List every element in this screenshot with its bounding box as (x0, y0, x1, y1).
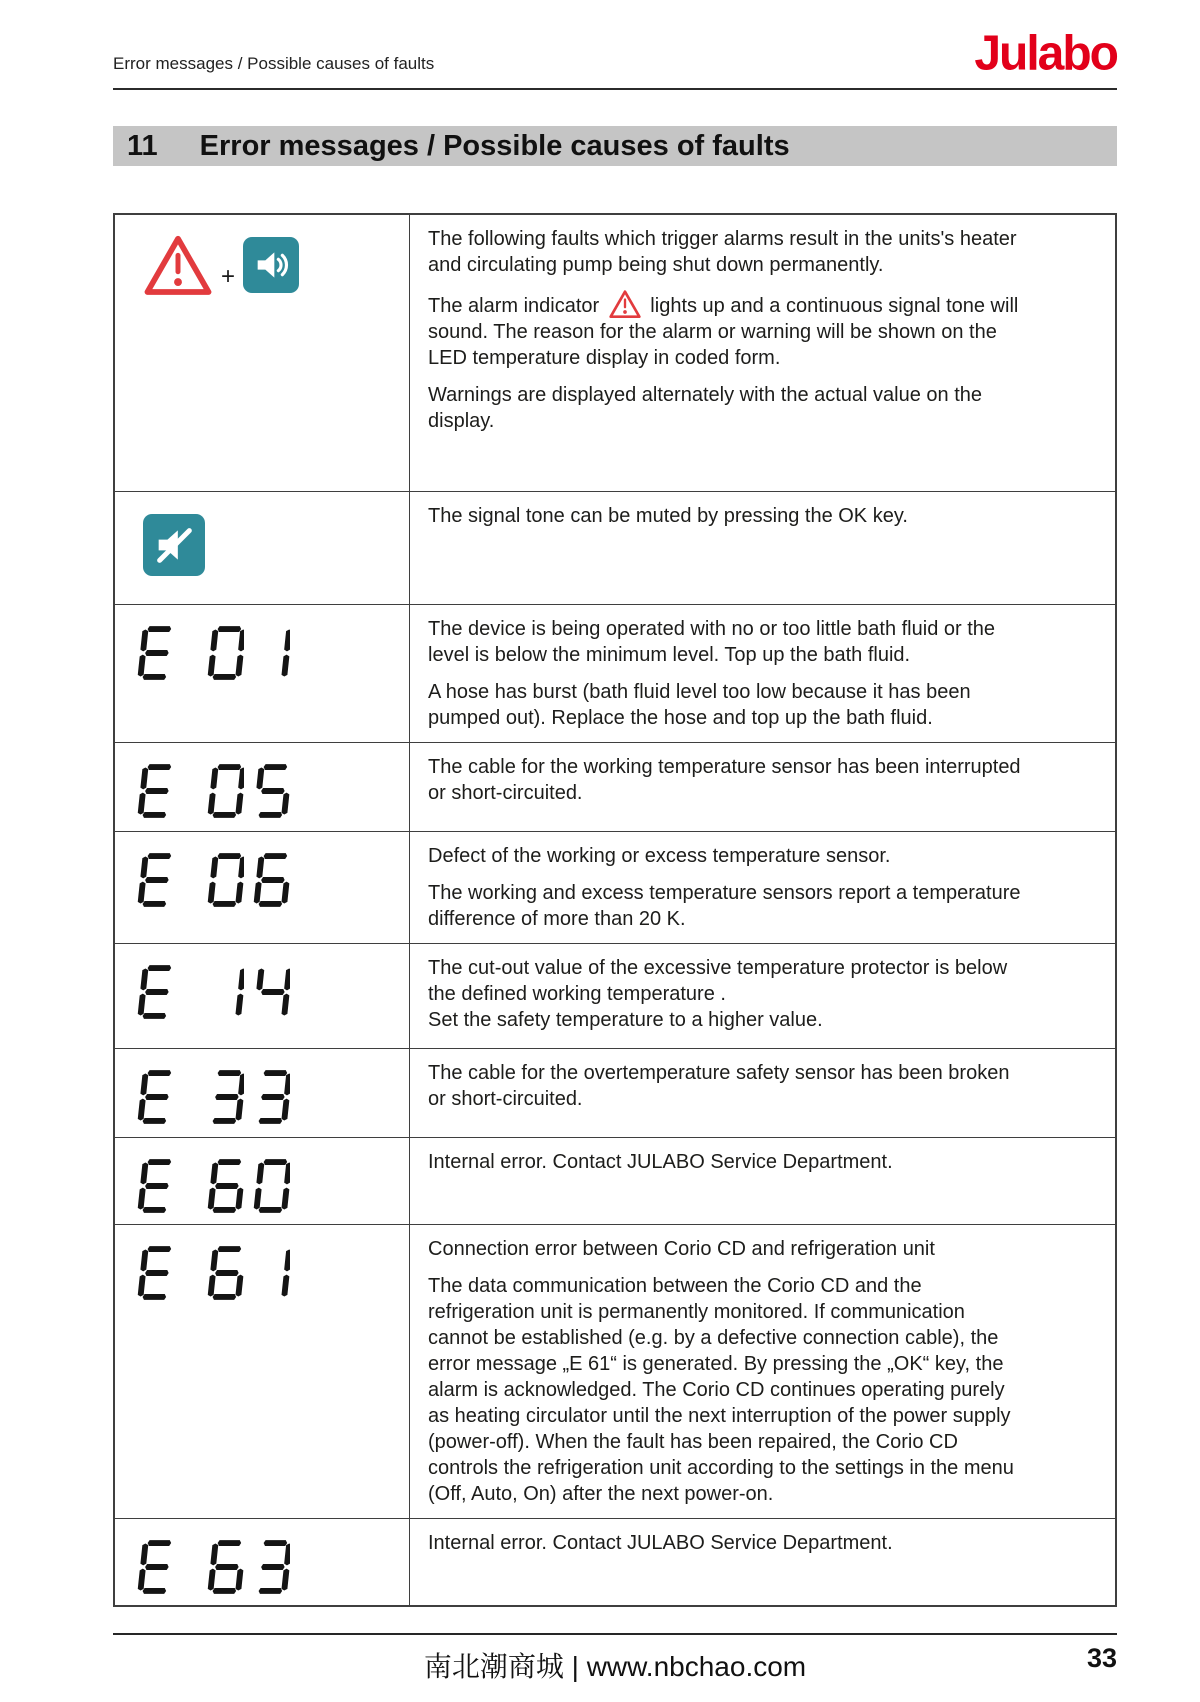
seven-segment-code (131, 1063, 399, 1125)
fault-code-cell (115, 1138, 410, 1224)
fault-paragraph: The working and excess temperature sensors report a temperature difference of more than 20 K. (428, 882, 1021, 930)
fault-row (115, 831, 1115, 943)
fault-code-cell (115, 215, 410, 491)
fault-code-cell (115, 1519, 410, 1605)
fault-paragraph: The alarm indicator lights up and a continuous signal tone will sound. The reason for the alarm or warning will be shown on the LED temperature display in coded form. (428, 289, 1023, 371)
fault-paragraph: Connection error between Corio CD and refrigeration unit (428, 1238, 935, 1260)
fault-description-cell (410, 492, 1115, 604)
section-title-bar (113, 126, 1117, 166)
seven-segment-code (131, 1152, 399, 1214)
seven-segment-code (131, 757, 399, 819)
fault-row (115, 215, 1115, 491)
fault-description-cell (410, 1138, 1115, 1224)
seven-segment-code (131, 846, 399, 908)
fault-row (115, 1224, 1115, 1518)
speaker-sound-icon (243, 237, 299, 293)
fault-description-cell (410, 1519, 1115, 1605)
fault-paragraph: The data communication between the Corio CD and the refrigeration unit is permanently monitored. If communication cannot be established (e.g. by a defective connection cable), the error message „E 61“ is generated. By pressing the „OK“ key, the alarm is acknowledged. The Corio CD continues operating purely as heating circulator until the next interruption of the power supply (power-off). When the fault has been repaired, the Corio CD controls the refrigeration unit according to the settings in the menu (Off, Auto, On) after the next power-on. (428, 1275, 1014, 1505)
section-number: 11 (127, 129, 158, 162)
fault-paragraph: Internal error. Contact JULABO Service Department. (428, 1532, 893, 1554)
fault-row (115, 491, 1115, 604)
fault-paragraph: The cable for the overtemperature safety sensor has been broken or short-circuited. (428, 1062, 1010, 1110)
fault-code-cell (115, 743, 410, 831)
fault-paragraph: The device is being operated with no or too little bath fluid or the level is below the minimum level. Top up the bath fluid. (428, 618, 996, 666)
fault-paragraph: Defect of the working or excess temperature sensor. (428, 845, 891, 867)
fault-row (115, 742, 1115, 831)
footer-site-text: 南北潮商城 | www.nbchao.com (423, 1651, 807, 1682)
fault-code-cell (115, 832, 410, 943)
alarm-triangle-icon (608, 289, 642, 319)
fault-paragraph: A hose has burst (bath fluid level too low because it has been pumped out). Replace the hose and top up the bath fluid. (428, 681, 971, 729)
section-title: Error messages / Possible causes of faults (199, 129, 790, 162)
fault-description-cell (410, 605, 1115, 742)
fault-row (115, 1518, 1115, 1605)
plus-sign: + (221, 263, 236, 290)
fault-paragraph: The following faults which trigger alarms result in the units's heater and circulating pump being shut down permanently. (428, 228, 1017, 276)
seven-segment-code (131, 1533, 399, 1595)
manual-page (113, 0, 1117, 1685)
fault-description-cell (410, 944, 1115, 1048)
fault-code-cell (115, 492, 410, 604)
seven-segment-code (131, 958, 399, 1020)
seven-segment-code (131, 1239, 399, 1301)
fault-code-cell (115, 1049, 410, 1137)
fault-code-cell (115, 944, 410, 1048)
alarm-triangle-icon (141, 233, 215, 297)
fault-code-cell (115, 1225, 410, 1518)
fault-description-cell (410, 1049, 1115, 1137)
seven-segment-code (131, 619, 399, 681)
fault-code-cell (115, 605, 410, 742)
fault-description-cell (410, 215, 1115, 491)
fault-row (115, 604, 1115, 742)
fault-row (115, 943, 1115, 1048)
fault-description-cell (410, 832, 1115, 943)
page-header (113, 0, 1117, 90)
fault-description-cell (410, 743, 1115, 831)
fault-paragraph: The signal tone can be muted by pressing the OK key. (428, 505, 908, 527)
page-footer (113, 1633, 1117, 1685)
fault-paragraph: Warnings are displayed alternately with the actual value on the display. (428, 384, 983, 432)
fault-table (113, 213, 1117, 1607)
fault-row (115, 1048, 1115, 1137)
fault-paragraph: The cable for the working temperature sensor has been interrupted or short-circuited. (428, 756, 1021, 804)
page-number: 33 (1086, 1643, 1117, 1673)
breadcrumb: Error messages / Possible causes of faults (113, 54, 435, 73)
fault-paragraph: The cut-out value of the excessive temperature protector is below the defined working temperature . Set the safety temperature to a higher value. (428, 957, 1008, 1031)
fault-description-cell (410, 1225, 1115, 1518)
alarm-and-sound-icons (131, 229, 399, 297)
fault-row (115, 1137, 1115, 1224)
speaker-muted-icon (143, 514, 205, 576)
fault-paragraph: Internal error. Contact JULABO Service Department. (428, 1151, 893, 1173)
julabo-logo: Julabo (974, 26, 1117, 81)
